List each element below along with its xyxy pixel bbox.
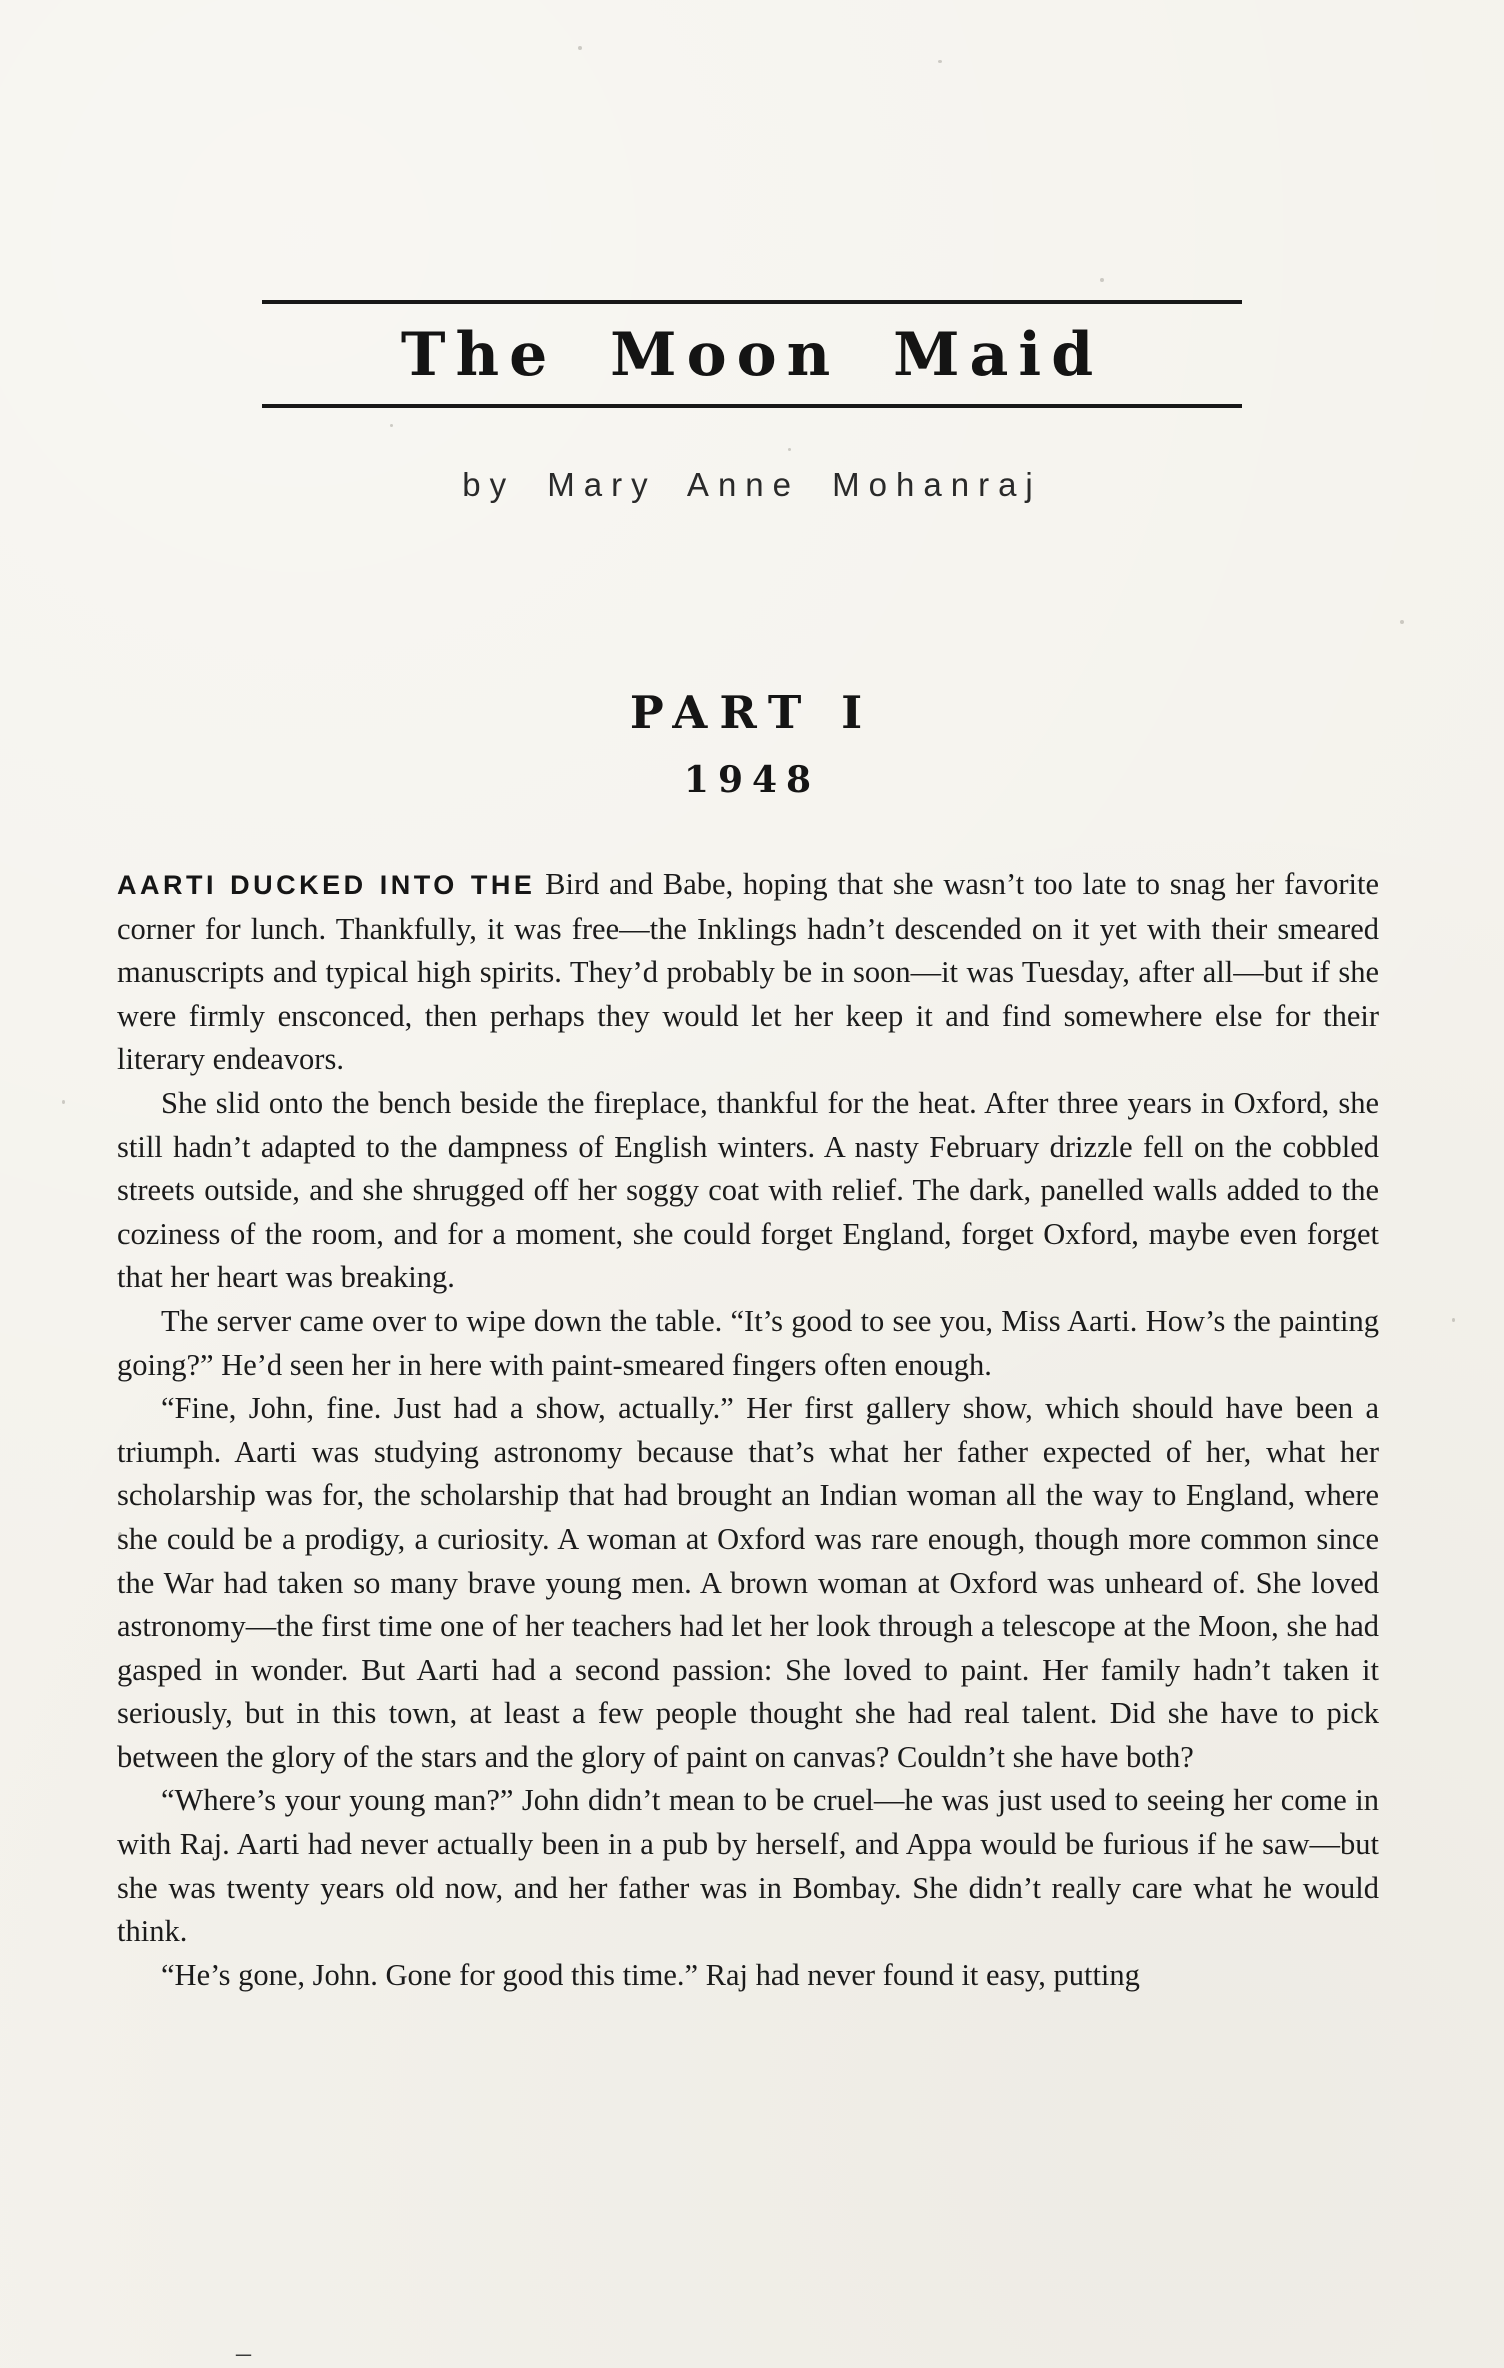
scan-speck (1400, 620, 1404, 624)
paragraph-6: “He’s gone, John. Gone for good this time.” Raj had never found it easy, putting (161, 1957, 1140, 1992)
paragraph-2: She slid onto the bench beside the fireplace, thankful for the heat. After three years in Oxford, she still hadn’t adapted to the dampness of English winters. A nasty February drizzle fell on the cobbled streets outside, and she shrugged off her soggy coat with relief. The dark, panelled walls added to the coziness of the room, and for a moment, she could forget England, forget Oxford, maybe even forget that her heart was breaking. (117, 1085, 1379, 1295)
story-title: The Moon Maid (400, 320, 1104, 390)
paragraph-4: “Fine, John, fine. Just had a show, actually.” Her first gallery show, which should have been a triumph. Aarti was studying astronomy because that’s what her father expected of her, what her scholarship was for, the scholarship that had brought an Indian woman all the way to England, where she could be a prodigy, a curiosity. A woman at Oxford was rare enough, though more common since the War had taken so many brave young men. A brown woman at Oxford was unheard of. She loved astronomy—the first time one of her teachers had let her look through a telescope at the Moon, she had gasped in wonder. But Aarti had a second passion: She loved to paint. Her family hadn’t taken it seriously, but in this town, at least a few people thought she had real talent. Did she have to pick between the glory of the stars and the glory of paint on canvas? Couldn’t she have both? (117, 1391, 1379, 1774)
part-heading-block (0, 686, 1504, 801)
paragraph-1-text: Bird and Babe, hoping that she wasn’t too late to snag her favorite corner for lunch. Thankfully, it was free—the Inklings hadn’t descended on it yet with their smeared manuscripts and typical high spirits. They’d probably be in soon—it was Tuesday, after all—but if she were firmly ensconced, then perhaps they would let her keep it and find somewhere else for their literary endeavors. (117, 867, 1379, 1077)
story-body (117, 863, 1379, 1997)
page-bottom-mark: – (236, 2336, 251, 2368)
title-rule-bottom (262, 404, 1242, 408)
lead-in-caps: AARTI DUCKED INTO THE (117, 870, 536, 900)
part-heading: PART I (629, 686, 875, 739)
scan-speck (390, 424, 393, 427)
scan-speck (1452, 1318, 1455, 1322)
paragraph-3: The server came over to wipe down the table. “It’s good to see you, Miss Aarti. How’s the painting going?” He’d seen her in here with paint-smeared fingers often enough. (117, 1303, 1379, 1382)
scan-speck (578, 46, 582, 50)
paragraph-1 (117, 863, 1379, 1082)
title-block (0, 300, 1504, 504)
scan-speck (1100, 278, 1104, 282)
byline: by Mary Anne Mohanraj (462, 466, 1042, 503)
scan-speck (62, 1100, 65, 1104)
scan-speck (938, 60, 942, 63)
scan-speck (788, 448, 791, 451)
scan-speck (118, 1532, 122, 1539)
year-heading: 1948 (683, 759, 821, 801)
title-rule-top (262, 300, 1242, 304)
paragraph-5: “Where’s your young man?” John didn’t mean to be cruel—he was just used to seeing her come in with Raj. Aarti had never actually been in a pub by herself, and Appa would be furious if he saw—but she was twenty years old now, and her father was in Bombay. She didn’t really care what he would think. (117, 1783, 1379, 1949)
